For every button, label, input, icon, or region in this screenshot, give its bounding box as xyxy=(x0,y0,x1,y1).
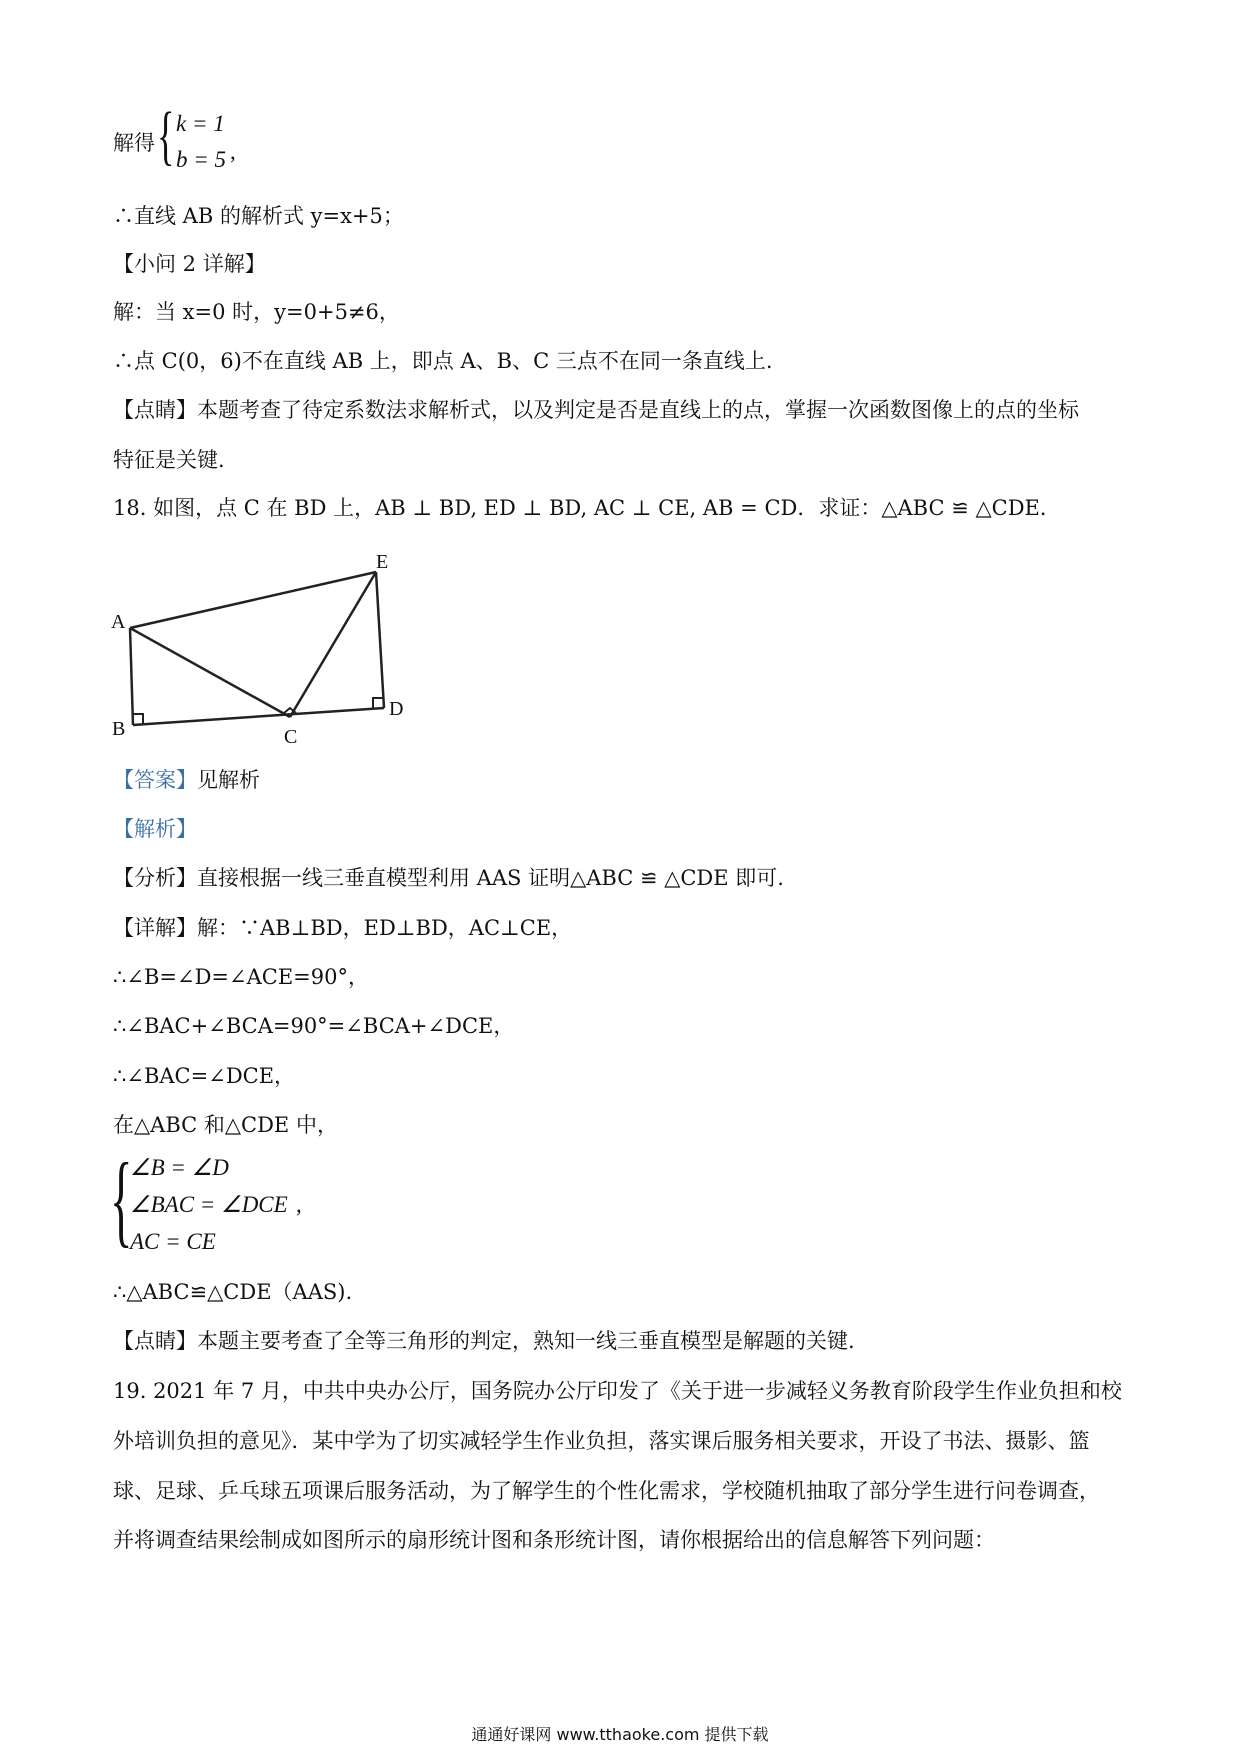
segment-ed xyxy=(376,572,384,708)
question-19-line2: 外培训负担的意见》．某中学为了切实减轻学生作业负担，落实课后服务相关要求，开设了书法、摄影、篮 xyxy=(113,1429,1090,1453)
label-d: D xyxy=(389,698,404,720)
brace-2: { xyxy=(110,1142,133,1257)
step-right-angles: ∴∠B=∠D=∠ACE=90°， xyxy=(113,965,369,989)
step-in-triangles: 在△ABC 和△CDE 中， xyxy=(113,1113,338,1137)
condition-angle-b-d: ∠B = ∠D xyxy=(130,1155,229,1180)
analysis-tag: 【解析】 xyxy=(113,817,197,841)
answer-tag: 【答案】 xyxy=(113,768,197,792)
segment-ab xyxy=(130,628,133,725)
step-congruent: ∴△ABC≌△CDE（AAS). xyxy=(113,1280,353,1304)
page-footer: 通通好课网 www.tthaoke.com 提供下载 xyxy=(471,1725,769,1744)
detail-given: 【详解】解：∵AB⊥BD，ED⊥BD，AC⊥CE， xyxy=(113,916,573,940)
label-e: E xyxy=(376,551,389,573)
comment-17-line1: 【点睛】本题考查了待定系数法求解析式，以及判定是否是直线上的点，掌握一次函数图像上的点的坐标 xyxy=(113,398,1079,422)
segment-ac xyxy=(130,628,290,717)
condition-ac-ce: AC = CE xyxy=(130,1229,216,1254)
q2-conclusion: ∴点 C(0，6)不在直线 AB 上，即点 A、B、C 三点不在同一条直线上. xyxy=(113,349,773,373)
answer-line xyxy=(113,765,260,795)
answer-text: 见解析 xyxy=(197,768,260,792)
analysis-summary: 【分析】直接根据一线三垂直模型利用 AAS 证明△ABC ≌ △CDE 即可. xyxy=(113,866,784,890)
condition-angle-bac-dce: ∠BAC = ∠DCE xyxy=(130,1192,288,1217)
line-ab-expression: ∴直线 AB 的解析式 y=x+5； xyxy=(113,204,404,228)
question-19-line1: 19. 2021 年 7 月，中共中央办公厅，国务院办公厅印发了《关于进一步减轻义务教育阶段学生作业负担和校 xyxy=(113,1379,1122,1403)
q2-heading: 【小问 2 详解】 xyxy=(113,252,266,276)
segment-ce xyxy=(290,572,376,717)
comment-17-line2: 特征是关键. xyxy=(113,448,225,472)
solve-label: 解得 xyxy=(113,131,155,155)
label-c: C xyxy=(284,726,298,748)
step-equal-angles: ∴∠BAC=∠DCE， xyxy=(113,1064,296,1088)
q2-solution: 解：当 x=0 时，y=0+5≠6， xyxy=(113,300,400,324)
comment-18: 【点睛】本题主要考查了全等三角形的判定，熟知一线三垂直模型是解题的关键. xyxy=(113,1329,855,1353)
geometry-figure xyxy=(108,548,408,753)
condition-comma: , xyxy=(296,1192,302,1217)
equation-b: b = 5 xyxy=(176,147,227,172)
segment-bd xyxy=(133,708,384,725)
label-b: B xyxy=(112,718,126,740)
brace-1: { xyxy=(157,99,175,172)
equation-k: k = 1 xyxy=(176,111,225,136)
label-a: A xyxy=(111,611,126,633)
equation-comma: , xyxy=(230,139,236,164)
question-19-line3: 球、足球、乒乓球五项课后服务活动，为了解学生的个性化需求，学校随机抽取了部分学生进行问卷调查， xyxy=(113,1479,1100,1503)
segment-ae xyxy=(130,572,376,628)
question-19-line4: 并将调查结果绘制成如图所示的扇形统计图和条形统计图，请你根据给出的信息解答下列问题： xyxy=(113,1528,995,1552)
question-18: 18. 如图，点 C 在 BD 上，AB ⊥ BD, ED ⊥ BD, AC ⊥ CE, AB = CD．求证：△ABC ≌ △CDE． xyxy=(113,496,1061,520)
step-angle-sum: ∴∠BAC+∠BCA=90°=∠BCA+∠DCE， xyxy=(113,1014,515,1038)
